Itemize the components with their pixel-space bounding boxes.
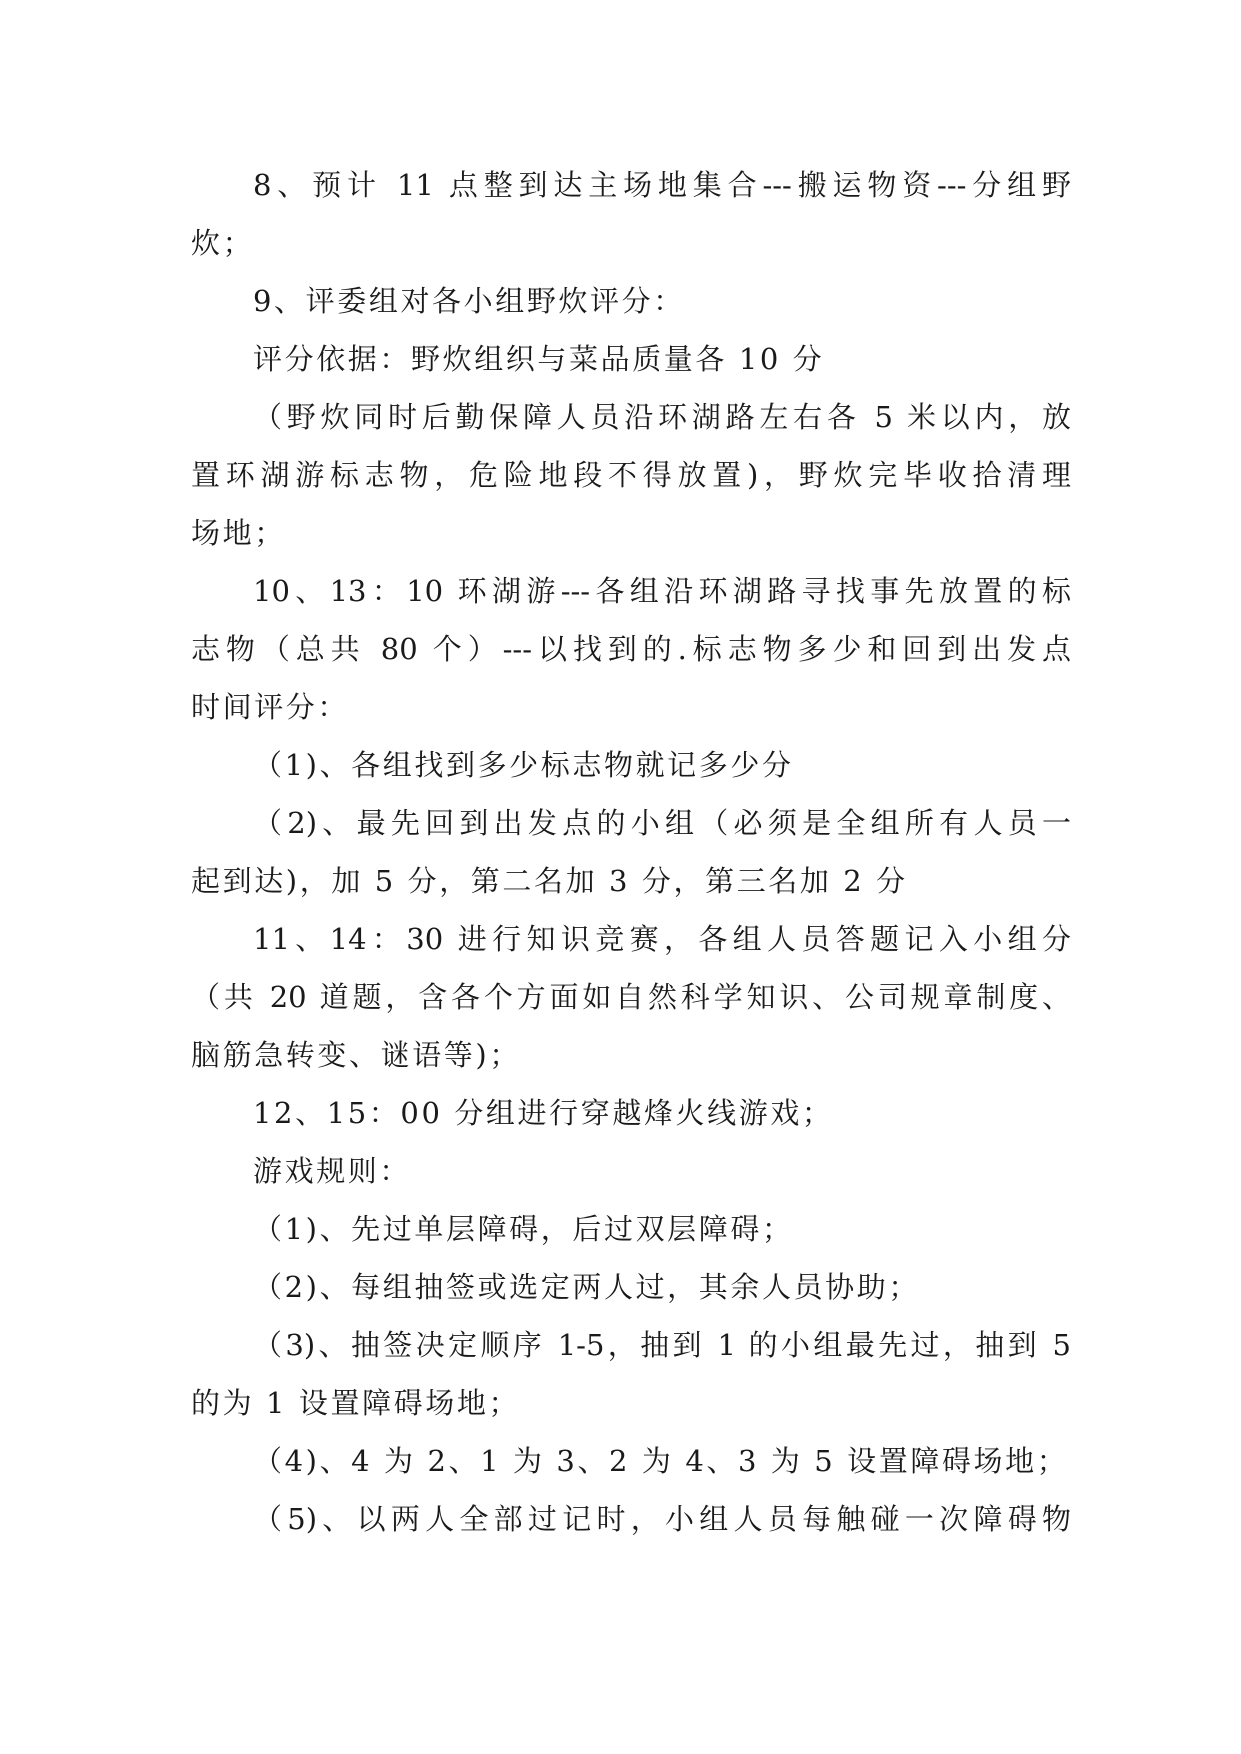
text-line: 8、预计 11 点整到达主场地集合---搬运物资---分组野 [253,168,1071,202]
text-line: 起到达)，加 5 分，第二名加 3 分，第三名加 2 分 [191,864,908,898]
text-line: （4)、4 为 2、1 为 3、2 为 4、3 为 5 设置障碍场地； [253,1444,1069,1478]
text-line: （2)、最先回到出发点的小组（必须是全组所有人员一 [253,806,1071,840]
text-line: （1)、各组找到多少标志物就记多少分 [253,748,794,782]
text-line: 脑筋急转变、谜语等)； [191,1038,521,1072]
text-line: 时间评分： [191,690,350,724]
text-line: （2)、每组抽签或选定两人过，其余人员协助； [253,1270,920,1304]
text-line: 场地； [191,516,286,550]
text-line: 11、14：30 进行知识竞赛，各组人员答题记入小组分 [253,922,1071,956]
text-line: （5)、以两人全部过记时，小组人员每触碰一次障碍物 [253,1502,1071,1536]
text-line: 置环湖游标志物，危险地段不得放置)，野炊完毕收拾清理 [191,458,1071,492]
text-line: 志物（总共 80 个）---以找到的.标志物多少和回到出发点 [191,632,1071,666]
text-line: 9、评委组对各小组野炊评分： [253,284,685,318]
text-line: 10、13：10 环湖游---各组沿环湖路寻找事先放置的标 [253,574,1071,608]
text-line: （3)、抽签决定顺序 1-5，抽到 1 的小组最先过，抽到 5 [253,1328,1071,1362]
text-line: （野炊同时后勤保障人员沿环湖路左右各 5 米以内，放 [253,400,1071,434]
text-line: 的为 1 设置障碍场地； [191,1386,521,1420]
text-line: （1)、先过单层障碍，后过双层障碍； [253,1212,794,1246]
text-line: （共 20 道题，含各个方面如自然科学知识、公司规章制度、 [191,980,1071,1014]
text-line: 炊； [191,226,255,260]
text-line: 评分依据：野炊组织与菜品质量各 10 分 [253,342,825,376]
text-line: 12、15：00 分组进行穿越烽火线游戏； [253,1096,834,1130]
text-line: 游戏规则： [253,1154,412,1188]
